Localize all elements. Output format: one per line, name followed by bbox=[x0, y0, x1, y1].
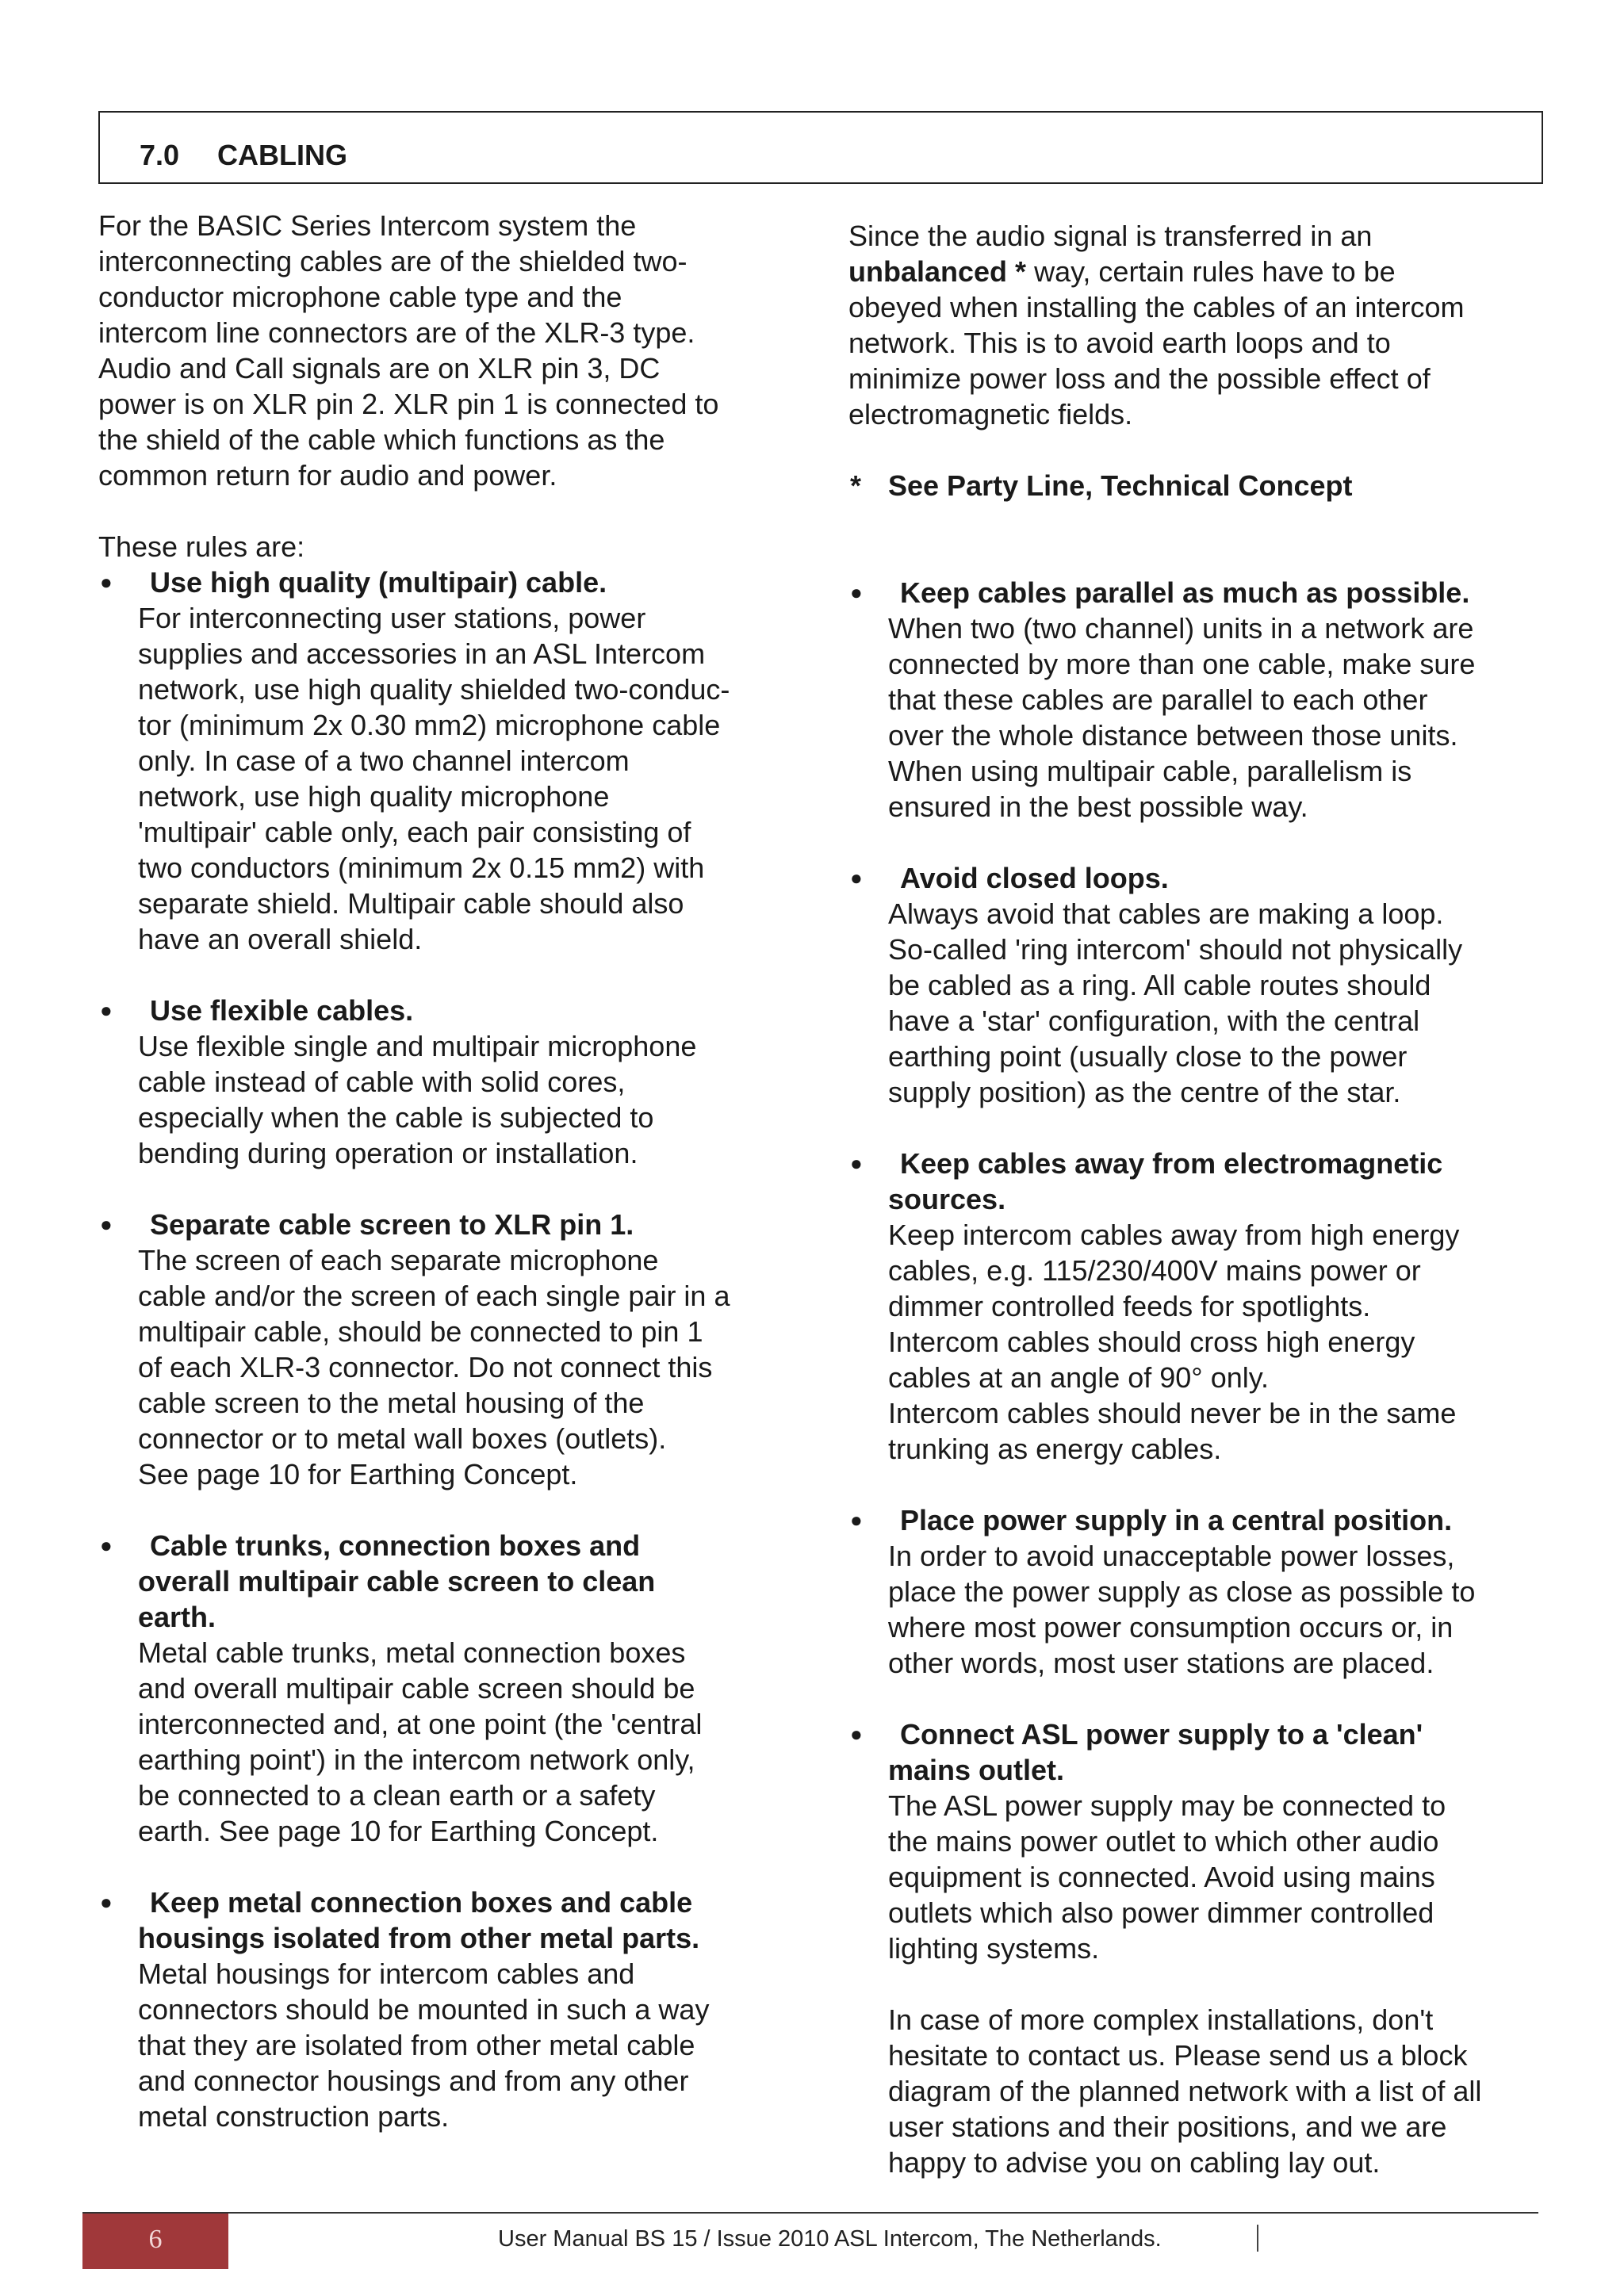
bullet-body-line: connector or to metal wall boxes (outlets). bbox=[138, 1422, 667, 1455]
bullet-body-line: interconnected and, at one point (the 'central bbox=[138, 1708, 703, 1740]
bullet-item bbox=[848, 1716, 1530, 2180]
intro-bold: unbalanced * bbox=[848, 255, 1027, 288]
bullet-body-line: hesitate to contact us. Please send us a block bbox=[888, 2039, 1468, 2072]
bullet-heading: Keep metal connection boxes and cable bbox=[150, 1886, 693, 1919]
left-column bbox=[98, 208, 780, 2134]
bullet-body-line: metal construction parts. bbox=[138, 2100, 450, 2133]
bullet-icon: ● bbox=[100, 1533, 113, 1557]
intro-line: the shield of the cable which functions as the bbox=[98, 423, 665, 456]
bullet-body bbox=[138, 600, 780, 957]
bullet-heading: Keep cables away from electromagnetic bbox=[900, 1147, 1443, 1180]
bullet-body-line: 'multipair' cable only, each pair consisting of bbox=[138, 816, 691, 848]
bullet-body-line: equipment is connected. Avoid using mains bbox=[888, 1861, 1435, 1893]
intro-line: Audio and Call signals are on XLR pin 3, DC bbox=[98, 352, 661, 385]
bullet-icon: ● bbox=[850, 866, 863, 890]
footnote bbox=[848, 468, 1530, 503]
bullet-item bbox=[98, 1528, 780, 1849]
intro-line: conductor microphone cable type and the bbox=[98, 281, 622, 313]
bullet-body-line: place the power supply as close as possible to bbox=[888, 1575, 1476, 1608]
bullet-body-line: For interconnecting user stations, power bbox=[138, 602, 646, 634]
bullet-body bbox=[888, 1217, 1530, 1467]
bullet-body-line: have an overall shield. bbox=[138, 923, 423, 955]
spacer bbox=[848, 1110, 1530, 1146]
bullet-body bbox=[138, 1242, 780, 1492]
bullet-body bbox=[888, 1788, 1530, 2180]
bullet-body-line: dimmer controlled feeds for spotlights. bbox=[888, 1290, 1371, 1322]
spacer bbox=[98, 1849, 780, 1885]
bullet-icon: ● bbox=[850, 1722, 863, 1746]
bullet-heading: Use high quality (multipair) cable. bbox=[150, 566, 607, 599]
bullet-heading: Cable trunks, connection boxes and bbox=[150, 1529, 641, 1562]
spacer bbox=[848, 1467, 1530, 1502]
bullet-body-line: that they are isolated from other metal cable bbox=[138, 2029, 695, 2061]
bullet-body-line: earthing point') in the intercom network only, bbox=[138, 1743, 695, 1776]
section-title-text: CABLING bbox=[217, 139, 347, 171]
intro-line: intercom line connectors are of the XLR-3 type. bbox=[98, 316, 695, 349]
bullet-body-line: bending during operation or installation. bbox=[138, 1137, 638, 1169]
bullet-body-line bbox=[888, 1966, 1530, 2002]
bullet-body-line: be cabled as a ring. All cable routes should bbox=[888, 969, 1431, 1001]
bullet-item bbox=[98, 564, 780, 957]
bullet-item bbox=[848, 860, 1530, 1110]
intro-line: power is on XLR pin 2. XLR pin 1 is connected to bbox=[98, 388, 719, 420]
bullet-body-line: earthing point (usually close to the power bbox=[888, 1040, 1408, 1073]
bullet-body-line: and overall multipair cable screen should be bbox=[138, 1672, 695, 1705]
bullet-item bbox=[98, 1885, 780, 2134]
bullet-body-line: In order to avoid unacceptable power losses, bbox=[888, 1540, 1455, 1572]
intro-line: electromagnetic fields. bbox=[848, 398, 1133, 430]
bullet-icon: ● bbox=[100, 998, 113, 1022]
bullet-body-line: separate shield. Multipair cable should also bbox=[138, 887, 684, 920]
bullet-body-line: other words, most user stations are placed. bbox=[888, 1647, 1434, 1679]
bullet-body-line: cable instead of cable with solid cores, bbox=[138, 1066, 626, 1098]
intro-line: obeyed when installing the cables of an intercom bbox=[848, 291, 1465, 323]
bullet-body-line: tor (minimum 2x 0.30 mm2) microphone cable bbox=[138, 709, 721, 741]
bullet-icon: ● bbox=[100, 570, 113, 594]
bullet-item bbox=[848, 1502, 1530, 1681]
bullet-body-line: earth. See page 10 for Earthing Concept. bbox=[138, 1815, 659, 1847]
spacer bbox=[848, 503, 1530, 539]
bullet-body-line: of each XLR-3 connector. Do not connect this bbox=[138, 1351, 713, 1383]
bullet-body-line: especially when the cable is subjected to bbox=[138, 1101, 654, 1134]
bullet-body-line: be connected to a clean earth or a safety bbox=[138, 1779, 656, 1812]
bullet-heading: Use flexible cables. bbox=[150, 994, 414, 1027]
bullet-body-line: See page 10 for Earthing Concept. bbox=[138, 1458, 578, 1490]
bullet-item bbox=[848, 575, 1530, 825]
spacer bbox=[848, 539, 1530, 575]
bullet-body-line: The screen of each separate microphone bbox=[138, 1244, 659, 1276]
bullet-body-line: the mains power outlet to which other audio bbox=[888, 1825, 1439, 1858]
section-header-box bbox=[98, 111, 1543, 184]
bullet-heading: earth. bbox=[138, 1601, 216, 1633]
bullet-body-line: connected by more than one cable, make sure bbox=[888, 648, 1476, 680]
bullet-body-line: have a 'star' configuration, with the central bbox=[888, 1004, 1420, 1037]
bullet-body-line: where most power consumption occurs or, in bbox=[888, 1611, 1454, 1644]
bullet-body bbox=[888, 610, 1530, 825]
intro-line: For the BASIC Series Intercom system the bbox=[98, 209, 637, 242]
bullet-body-line: network, use high quality microphone bbox=[138, 780, 610, 813]
bullet-body-line: only. In case of a two channel intercom bbox=[138, 744, 630, 777]
bullet-item bbox=[98, 993, 780, 1171]
bullet-heading: overall multipair cable screen to clean bbox=[138, 1565, 656, 1598]
page-number: 6 bbox=[82, 2214, 228, 2269]
bullet-body bbox=[138, 1028, 780, 1171]
bullet-body-line: cables at an angle of 90° only. bbox=[888, 1361, 1270, 1394]
spacer bbox=[848, 825, 1530, 860]
bullet-heading: Avoid closed loops. bbox=[900, 862, 1169, 894]
bullet-icon: ● bbox=[850, 580, 863, 604]
bullet-body-line: ensured in the best possible way. bbox=[888, 790, 1308, 823]
bullet-body-line: trunking as energy cables. bbox=[888, 1433, 1222, 1465]
bullet-body-line: cable and/or the screen of each single pair in a bbox=[138, 1280, 730, 1312]
footnote-text: See Party Line, Technical Concept bbox=[888, 469, 1353, 502]
bullet-body-line: multipair cable, should be connected to pin 1 bbox=[138, 1315, 703, 1348]
footer-rule bbox=[82, 2212, 1538, 2214]
intro-line: network. This is to avoid earth loops and to bbox=[848, 327, 1391, 359]
bullet-body-line: over the whole distance between those units. bbox=[888, 719, 1458, 752]
rules-label: These rules are: bbox=[98, 530, 305, 563]
bullet-body-line: connectors should be mounted in such a way bbox=[138, 1993, 710, 2026]
bullet-heading: Connect ASL power supply to a 'clean' bbox=[900, 1718, 1423, 1751]
bullet-body-line: network, use high quality shielded two-conduc- bbox=[138, 673, 730, 706]
bullet-body-line: When two (two channel) units in a network are bbox=[888, 612, 1474, 645]
bullet-body bbox=[888, 1538, 1530, 1681]
intro-line: interconnecting cables are of the shielded two- bbox=[98, 245, 688, 277]
right-column bbox=[848, 218, 1530, 2180]
section-title bbox=[140, 141, 347, 170]
bullet-item bbox=[848, 1146, 1530, 1467]
spacer bbox=[848, 432, 1530, 468]
footnote-star: * bbox=[850, 469, 862, 502]
bullet-heading: Separate cable screen to XLR pin 1. bbox=[150, 1208, 634, 1241]
spacer bbox=[98, 1171, 780, 1207]
bullet-icon: ● bbox=[850, 1508, 863, 1532]
bullet-body-line: So-called 'ring intercom' should not physically bbox=[888, 933, 1463, 966]
bullet-body-line: In case of more complex installations, don't bbox=[888, 2003, 1434, 2036]
bullet-body-line: Metal housings for intercom cables and bbox=[138, 1957, 635, 1990]
intro-line: Since the audio signal is transferred in an bbox=[848, 220, 1373, 252]
bullet-body-line: cable screen to the metal housing of the bbox=[138, 1387, 645, 1419]
bullet-body-line: Use flexible single and multipair microphone bbox=[138, 1030, 697, 1062]
bullet-body-line: When using multipair cable, parallelism is bbox=[888, 755, 1412, 787]
bullet-body-line: supply position) as the centre of the star. bbox=[888, 1076, 1401, 1108]
bullet-heading: mains outlet. bbox=[888, 1754, 1065, 1786]
spacer bbox=[98, 1492, 780, 1528]
bullet-icon: ● bbox=[850, 1151, 863, 1175]
bullet-item bbox=[98, 1207, 780, 1492]
bullet-body-line: The ASL power supply may be connected to bbox=[888, 1789, 1446, 1822]
bullet-body-line: Intercom cables should never be in the same bbox=[888, 1397, 1457, 1429]
bullet-body-line: Keep intercom cables away from high energy bbox=[888, 1219, 1460, 1251]
bullet-body-line: lighting systems. bbox=[888, 1932, 1100, 1965]
intro-line: common return for audio and power. bbox=[98, 459, 557, 492]
bullet-body-line: that these cables are parallel to each other bbox=[888, 683, 1428, 716]
bullet-body bbox=[138, 1956, 780, 2134]
bullet-body-line: Metal cable trunks, metal connection boxes bbox=[138, 1636, 686, 1669]
bullet-heading: housings isolated from other metal parts. bbox=[138, 1922, 700, 1954]
bullet-body-line: Always avoid that cables are making a loop. bbox=[888, 897, 1444, 930]
intro-text: way, certain rules have to be bbox=[1026, 255, 1396, 288]
bullet-body-line: user stations and their positions, and we are bbox=[888, 2110, 1447, 2143]
intro-line: minimize power loss and the possible effect of bbox=[848, 362, 1431, 395]
bullet-icon: ● bbox=[100, 1212, 113, 1236]
bullet-body-line: and connector housings and from any other bbox=[138, 2064, 689, 2097]
bullet-heading: Keep cables parallel as much as possible. bbox=[900, 576, 1470, 609]
spacer bbox=[98, 493, 780, 529]
bullet-body bbox=[888, 896, 1530, 1110]
bullet-body bbox=[138, 1635, 780, 1849]
bullet-body-line: cables, e.g. 115/230/400V mains power or bbox=[888, 1254, 1421, 1287]
bullet-body-line: diagram of the planned network with a list of all bbox=[888, 2075, 1482, 2107]
spacer bbox=[848, 1681, 1530, 1716]
bullet-heading: Place power supply in a central position. bbox=[900, 1504, 1453, 1536]
intro-line bbox=[848, 254, 1530, 289]
bullet-body-line: two conductors (minimum 2x 0.15 mm2) with bbox=[138, 851, 705, 884]
footer-separator bbox=[1257, 2225, 1258, 2252]
section-number: 7.0 bbox=[140, 139, 180, 171]
bullet-body-line: happy to advise you on cabling lay out. bbox=[888, 2146, 1381, 2179]
bullet-body-line: supplies and accessories in an ASL Intercom bbox=[138, 637, 706, 670]
bullet-body-line: outlets which also power dimmer controlled bbox=[888, 1896, 1434, 1929]
spacer bbox=[98, 957, 780, 993]
bullet-heading: sources. bbox=[888, 1183, 1006, 1215]
bullet-icon: ● bbox=[100, 1890, 113, 1914]
bullet-body-line: Intercom cables should cross high energy bbox=[888, 1326, 1415, 1358]
footer-text: User Manual BS 15 / Issue 2010 ASL Intercom, The Netherlands. bbox=[498, 2226, 1162, 2252]
